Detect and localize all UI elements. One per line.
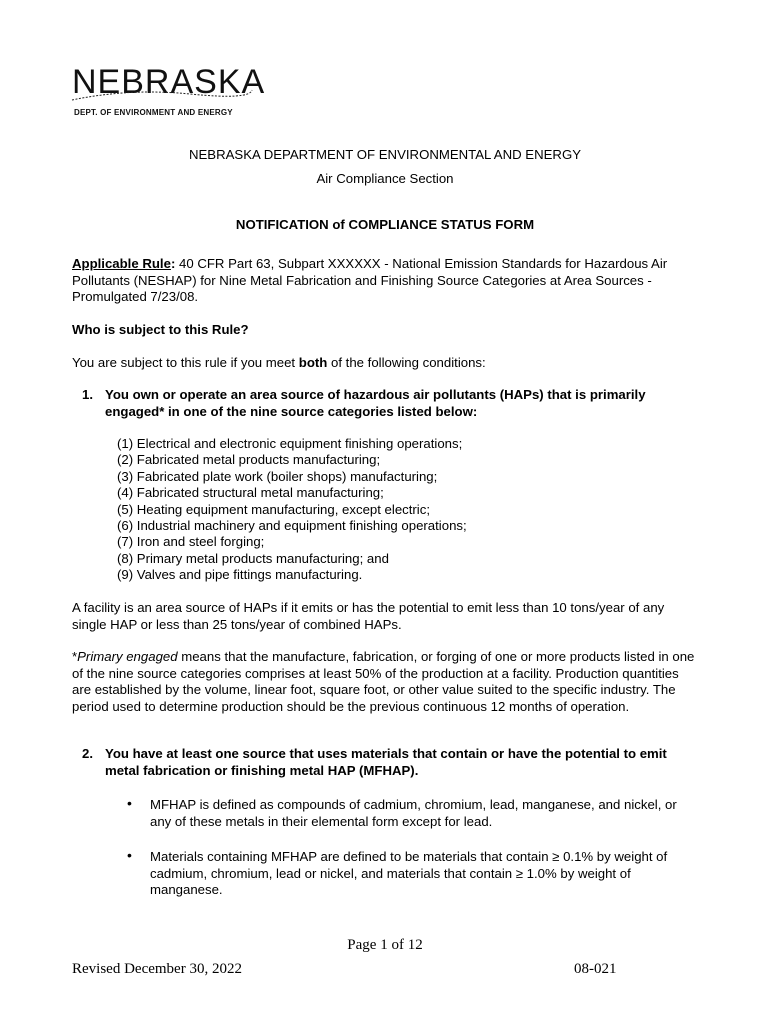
category-list [117, 436, 677, 584]
applicable-rule-text: 40 CFR Part 63, Subpart XXXXXX - National Emission Standards for Hazardous Air Pollutants (NESHAP) for Nine Metal Fabrication and Finishing Source Categories at Area Sources - Promulgated 7/23/08. [72, 256, 668, 304]
list-item: (2) Fabricated metal products manufacturing; [117, 452, 381, 468]
list-item: (8) Primary metal products manufacturing; and [117, 550, 389, 566]
list-item: (7) Iron and steel forging; [117, 534, 265, 550]
bullet-item-mfhap-materials [127, 849, 697, 899]
list-item: (1) Electrical and electronic equipment finishing operations; [117, 436, 463, 451]
applicable-rule-colon: : [170, 256, 176, 271]
condition-1 [82, 387, 702, 420]
list-item: (9) Valves and pipe fittings manufacturing. [117, 567, 363, 583]
condition-number: 1. [82, 387, 93, 402]
bullet-text: MFHAP is defined as compounds of cadmium, chromium, lead, manganese, and nickel, or any of these metals in their elemental form except for lead. [150, 797, 677, 829]
asterisk: * [72, 649, 78, 664]
logo-swoosh-icon [70, 86, 255, 108]
revised-date: Revised December 30, 2022 [72, 961, 242, 977]
area-source-paragraph: A facility is an area source of HAPs if it emits or has the potential to emit less than 10 tons/year of any single HAP or less than 25 tons/year of combined HAPs. [72, 600, 665, 632]
primary-engaged-term: Primary engaged [77, 649, 178, 664]
primary-engaged-paragraph [72, 649, 700, 715]
condition-2 [82, 746, 702, 779]
condition-text: You own or operate an area source of hazardous air pollutants (HAPs) that is primarily engaged* in one of the nine source categories listed below: [105, 387, 646, 419]
who-heading: Who is subject to this Rule? [72, 322, 249, 337]
bullet-text: Materials containing MFHAP are defined to be materials that contain ≥ 0.1% by weight of cadmium, chromium, lead or nickel, and materials that contain ≥ 1.0% by weight of manganese. [150, 849, 668, 897]
intro-after: of the following conditions: [327, 355, 486, 370]
applicable-rule [72, 256, 700, 306]
applicable-rule-label: Applicable Rule [72, 256, 171, 271]
list-item: (5) Heating equipment manufacturing, except electric; [117, 501, 430, 517]
section-heading: Air Compliance Section [316, 171, 454, 186]
intro-text [72, 355, 700, 372]
bullet-item-mfhap-definition [127, 797, 697, 830]
page-number: Page 1 of 12 [347, 937, 423, 953]
bullet-icon: • [127, 795, 132, 811]
form-title: NOTIFICATION of COMPLIANCE STATUS FORM [235, 217, 535, 232]
logo-wordmark: NEBRASKA [72, 63, 266, 101]
intro-bold: both [298, 355, 328, 370]
condition-number: 2. [82, 746, 93, 761]
form-number: 08-021 [574, 961, 617, 977]
intro-before: You are subject to this rule if you meet [72, 355, 299, 370]
condition-text: You have at least one source that uses materials that contain or have the potential to emit metal fabrication or finishing metal HAP (MFHAP). [105, 746, 667, 778]
logo-subtitle: DEPT. OF ENVIRONMENT AND ENERGY [74, 108, 233, 117]
list-item: (3) Fabricated plate work (boiler shops) manufacturing; [117, 468, 438, 484]
department-heading: NEBRASKA DEPARTMENT OF ENVIRONMENTAL AND ENERGY [188, 147, 582, 162]
bullet-icon: • [127, 847, 132, 863]
primary-engaged-text: means that the manufacture, fabrication, or forging of one or more products listed in one of the nine source categories comprises at least 50% of the production at a facility. Production quantities are established by the volume, linear foot, square foot, or other value suited to the specific industry. The period used to determine production should be the previous continuous 12 months of operation. [72, 649, 695, 714]
list-item: (4) Fabricated structural metal manufacturing; [117, 485, 384, 501]
list-item: (6) Industrial machinery and equipment finishing operations; [117, 518, 467, 534]
